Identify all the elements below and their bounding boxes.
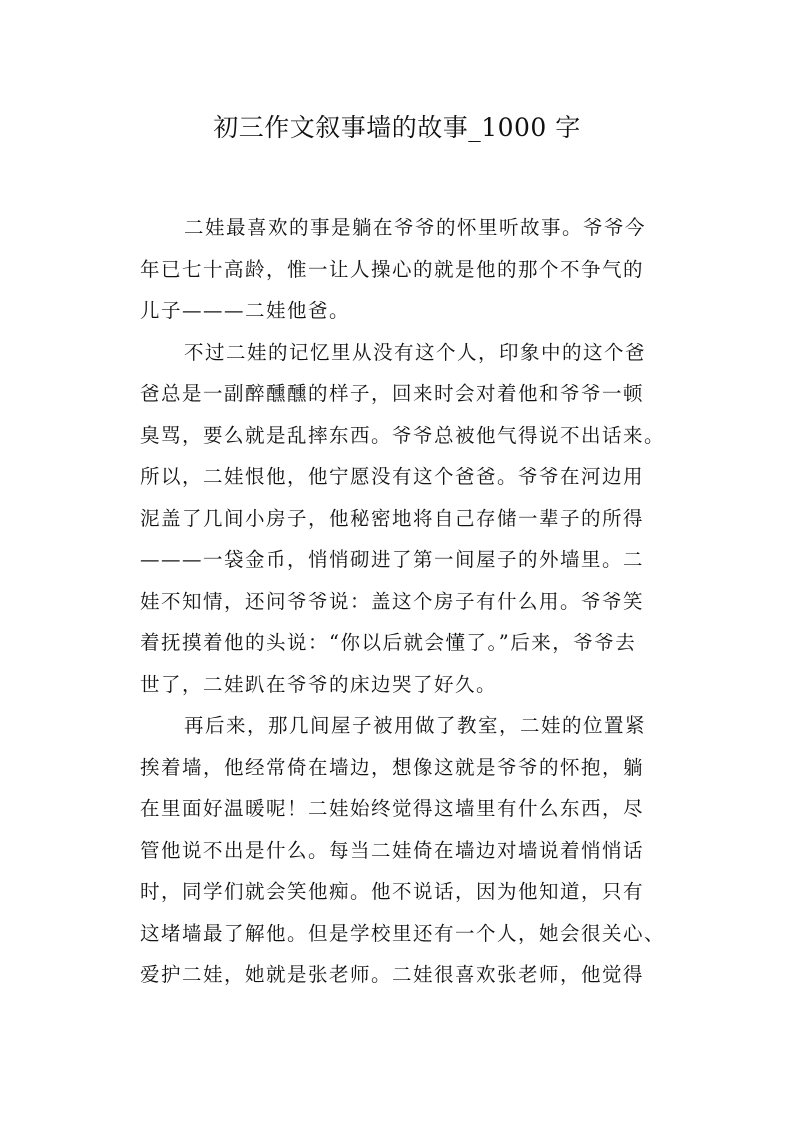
text-line: 臭骂，要么就是乱摔东西。爷爷总被他气得说不出话来。: [140, 423, 666, 447]
text-line: 在里面好温暖呢！二娃始终觉得这墙里有什么东西，尽: [140, 797, 645, 820]
text-line: 挨着墙，他经常倚在墙边，想像这就是爷爷的怀抱，躺: [140, 755, 645, 779]
text-line: 娃不知情，还问爷爷说：盖这个房子有什么用。爷爷笑: [140, 589, 645, 613]
text-line: 泥盖了几间小房子，他秘密地将自己存储一辈子的所得: [140, 506, 645, 530]
text-line: 时，同学们就会笑他痴。他不说话，因为他知道，只有: [140, 880, 645, 903]
text-line: 爱护二娃，她就是张老师。二娃很喜欢张老师，他觉得: [140, 963, 645, 986]
text-line: 二娃最喜欢的事是躺在爷爷的怀里听故事。爷爷今: [184, 216, 647, 239]
text-line: 管他说不出是什么。每当二娃倚在墙边对墙说着悄悄话: [140, 838, 645, 862]
text-line: 年已七十高龄，惟一让人操心的就是他的那个不争气的: [140, 257, 645, 281]
text-line: 着抚摸着他的头说：“你以后就会懂了。”后来，爷爷去: [140, 631, 637, 654]
text-line: 儿子———二娃他爸。: [140, 299, 351, 322]
text-line: 不过二娃的记忆里从没有这个人，印象中的这个爸: [184, 340, 647, 364]
document-title: 初三作文叙事墙的故事_1000 字: [213, 113, 581, 142]
text-line: 再后来，那几间屋子被用做了教室，二娃的位置紧: [184, 714, 647, 737]
text-line: 爸总是一副醉醺醺的样子，回来时会对着他和爷爷一顿: [140, 382, 645, 405]
text-line: ———一袋金币，悄悄砌进了第一间屋子的外墙里。二: [140, 548, 645, 571]
text-line: 所以，二娃恨他，他宁愿没有这个爸爸。爷爷在河边用: [140, 465, 645, 488]
text-line: 这堵墙最了解他。但是学校里还有一个人，她会很关心、: [140, 921, 666, 945]
text-line: 世了，二娃趴在爷爷的床边哭了好久。: [140, 672, 498, 696]
document-body: [140, 207, 680, 996]
